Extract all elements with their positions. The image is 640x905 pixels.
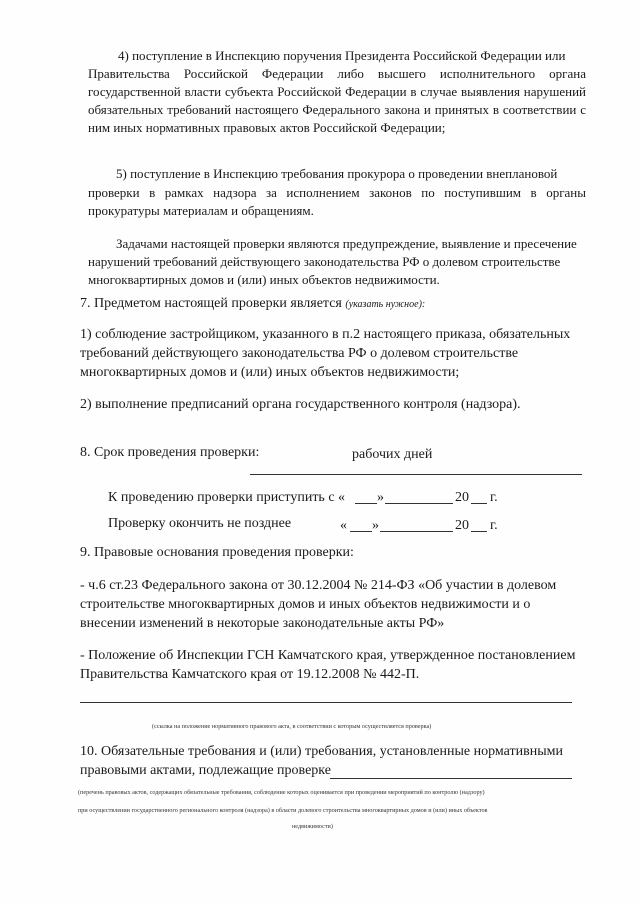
end-quote-close: » — [372, 518, 379, 533]
p4-line-4: обязательных требований настоящего Федерального закона и принятых в соответствии с — [88, 102, 586, 117]
section-10-line-1: 10. Обязательные требования и (или) требования, установленные нормативными — [80, 744, 563, 759]
p5-line-3: прокуратуры материалам и обращениям. — [88, 203, 314, 218]
start-quote-close: » — [377, 490, 384, 505]
end-year-field — [471, 531, 487, 532]
s7-item1-line-3: многоквартирных домов и (или) иных объектов недвижимости; — [80, 365, 460, 380]
s7-item2: 2) выполнение предписаний органа государственного контроля (надзора). — [80, 397, 521, 412]
end-day-field — [350, 531, 372, 532]
s7-item1-line-1: 1) соблюдение застройщиком, указанного в п.2 настоящего приказа, обязательных — [80, 327, 571, 342]
section-10-line-2: правовыми актами, подлежащие проверке — [80, 763, 331, 778]
p4-line-2: Правительства Российской Федерации либо высшего исполнительного органа — [88, 66, 586, 81]
tasks-line-1: Задачами настоящей проверки являются предупреждение, выявление и пресечение — [116, 236, 577, 251]
p5-line-1: 5) поступление в Инспекцию требования прокурора о проведении внеплановой — [116, 166, 558, 181]
tasks-line-3: многоквартирных домов и (или) иных объектов недвижимости. — [88, 272, 440, 287]
p4-line-3: государственной власти субъекта Российской Федерации в случае выявления нарушений — [88, 84, 586, 99]
end-month-field — [380, 531, 453, 532]
end-quote-open: « — [340, 518, 347, 533]
legal-basis-caption: (ссылка на положение нормативного правового акта, в соответствии с которым осуществляется проверка) — [152, 723, 432, 730]
law2-line-2: Правительства Камчатского края от 19.12.2008 № 442-П. — [80, 667, 420, 682]
p4-line-5: ним иных нормативных правовых актов Российской Федерации; — [88, 120, 446, 135]
legal-basis-underline — [80, 702, 572, 703]
end-year-suffix: г. — [490, 518, 498, 533]
requirements-caption-1: (перечень правовых актов, содержащих обязательные требования, соблюдение которых оценивается при проведении мероприятий по контролю (надзору) — [78, 789, 485, 796]
law1-line-1: - ч.6 ст.23 Федерального закона от 30.12.2004 № 214-ФЗ «Об участии в долевом — [80, 578, 557, 593]
requirements-underline — [330, 778, 572, 779]
tasks-line-2: нарушений требований действующего законодательства РФ о долевом строительстве — [88, 254, 561, 269]
section-9-heading: 9. Правовые основания проведения проверки: — [80, 545, 354, 560]
start-year-field — [471, 503, 487, 504]
start-day-field — [355, 503, 377, 504]
section-7-title: 7. Предметом настоящей проверки является — [80, 296, 342, 311]
p5-line-2: проверки в рамках надзора за исполнением законов по поступившим в органы — [88, 185, 586, 200]
section-7-hint: (указать нужное): — [345, 299, 426, 310]
working-days-label: рабочих дней — [352, 447, 433, 462]
p4-line-1: 4) поступление в Инспекцию поручения Президента Российской Федерации или — [118, 48, 566, 63]
law1-line-2: строительстве многоквартирных домов и иных объектов недвижимости и о — [80, 597, 531, 612]
requirements-caption-2: при осуществлении государственного регионального контроля (надзора) в области долевого строительства многоквартирных домов и (или) иных объектов — [78, 807, 488, 814]
law1-line-3: внесении изменений в некоторые законодательные акты РФ» — [80, 616, 445, 631]
term-underline — [250, 474, 582, 475]
start-date-label: К проведению проверки приступить с « — [108, 490, 346, 505]
s7-item1-line-2: требований действующего законодательства РФ о долевом строительстве — [80, 346, 519, 361]
law2-line-1: - Положение об Инспекции ГСН Камчатского края, утвержденное постановлением — [80, 648, 576, 663]
start-month-field — [385, 503, 453, 504]
start-year-prefix: 20 — [455, 490, 469, 505]
start-year-suffix: г. — [490, 490, 498, 505]
requirements-caption-3: недвижимости) — [292, 823, 333, 830]
section-8-heading: 8. Срок проведения проверки: — [80, 445, 260, 460]
end-date-label: Проверку окончить не позднее — [108, 516, 292, 531]
section-7-heading — [80, 295, 425, 313]
end-year-prefix: 20 — [455, 518, 469, 533]
